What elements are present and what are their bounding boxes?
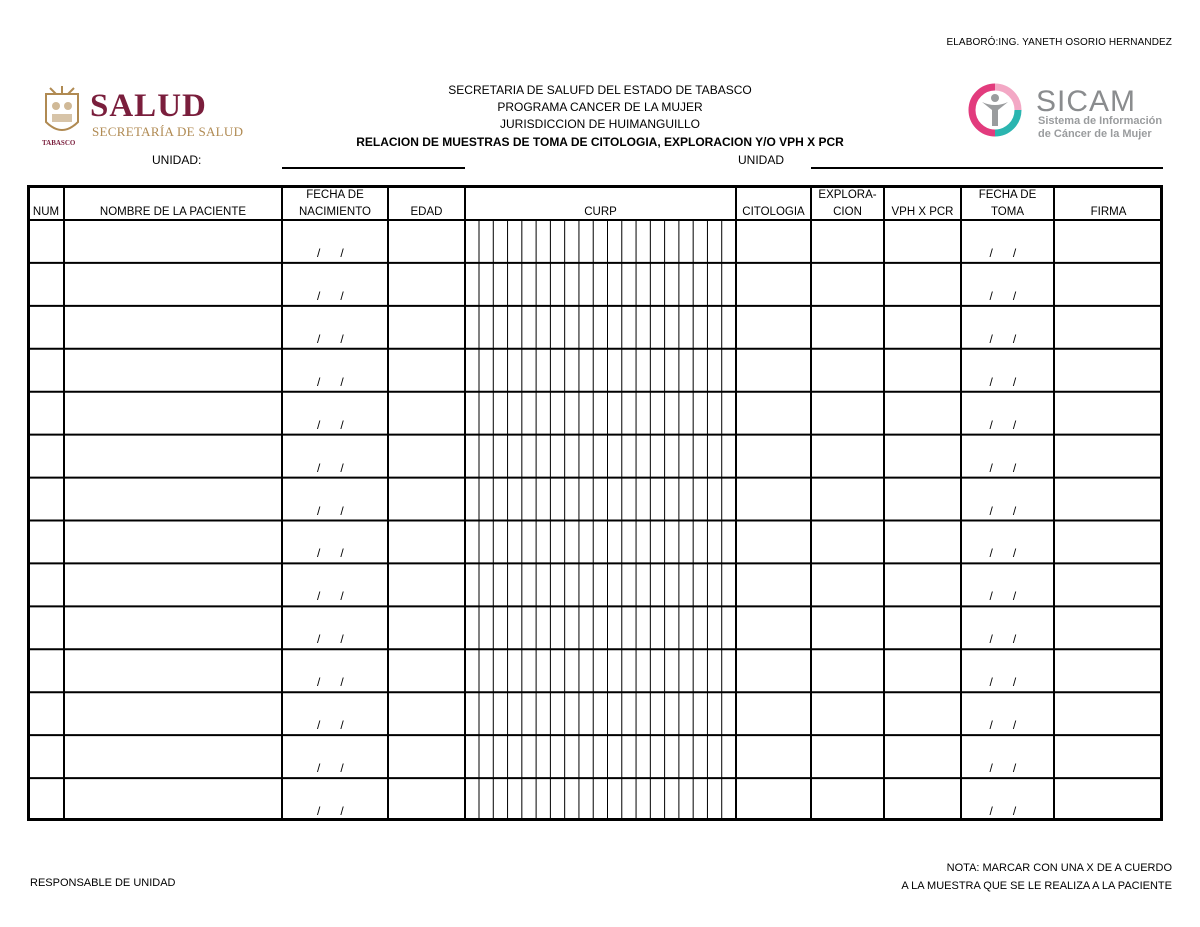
col-header-fecha-toma-1: FECHA DE	[978, 189, 1037, 201]
birth-date-slashes: / /	[317, 589, 344, 604]
col-header-num: NUM	[32, 206, 60, 218]
birth-date-slashes: / /	[317, 632, 344, 647]
nota-line-1: NOTA: MARCAR CON UNA X DE A CUERDO	[946, 862, 1172, 874]
birth-date-slashes: / /	[317, 718, 344, 733]
col-header-vph: VPH X PCR	[891, 206, 954, 218]
col-header-edad: EDAD	[410, 206, 443, 218]
responsable-label: RESPONSABLE DE UNIDAD	[30, 877, 176, 889]
birth-date-slashes: / /	[317, 460, 344, 475]
author-credit: ELABORÓ:ING. YANETH OSORIO HERNANDEZ	[946, 37, 1172, 48]
birth-date-slashes: / /	[317, 804, 344, 818]
sample-date-slashes: / /	[989, 546, 1017, 561]
nota-line-2: A LA MUESTRA QUE SE LE REALIZA A LA PACIENTE	[901, 880, 1172, 892]
salud-logo-word: SALUD	[90, 88, 207, 124]
birth-date-slashes: / /	[317, 331, 344, 346]
sample-date-slashes: / /	[989, 589, 1017, 604]
birth-date-slashes: / /	[317, 417, 344, 432]
salud-logo-state: TABASCO	[42, 139, 76, 147]
sample-date-slashes: / /	[989, 632, 1017, 647]
sample-date-slashes: / /	[989, 460, 1017, 475]
unidad-right-line	[811, 167, 1163, 169]
col-header-nombre: NOMBRE DE LA PACIENTE	[99, 206, 247, 218]
sample-date-slashes: / /	[989, 718, 1017, 733]
sample-date-slashes: / /	[989, 331, 1017, 346]
col-header-fecha-nac-1: FECHA DE	[306, 189, 364, 201]
birth-date-slashes: / /	[317, 675, 344, 690]
document-title: RELACION DE MUESTRAS DE TOMA DE CITOLOGIA, EXPLORACION Y/O VPH X PCR	[356, 135, 844, 149]
sicam-figure-icon	[960, 80, 1030, 140]
unidad-left-line	[282, 167, 465, 169]
birth-date-slashes: / /	[317, 245, 344, 260]
birth-date-slashes: / /	[317, 374, 344, 389]
sample-date-slashes: / /	[989, 675, 1017, 690]
salud-logo-subtitle: SECRETARÍA DE SALUD	[92, 124, 244, 139]
sample-date-slashes: / /	[989, 503, 1017, 518]
sicam-logo-subtitle-2: de Cáncer de la Mujer	[1038, 128, 1152, 140]
col-header-fecha-nac-2: NACIMIENTO	[299, 206, 371, 218]
birth-date-slashes: / /	[317, 761, 344, 776]
unidad-left-label: UNIDAD:	[152, 153, 202, 167]
birth-date-slashes: / /	[317, 288, 344, 303]
sample-date-slashes: / /	[989, 374, 1017, 389]
birth-date-slashes: / /	[317, 503, 344, 518]
sicam-logo-word: SICAM	[1036, 85, 1137, 118]
header-line-1: SECRETARIA DE SALUFD DEL ESTADO DE TABASCO	[448, 83, 752, 97]
sicam-logo-subtitle-1: Sistema de Información	[1038, 115, 1163, 127]
birth-date-slashes: / /	[317, 546, 344, 561]
sample-date-slashes: / /	[989, 761, 1017, 776]
sample-date-slashes: / /	[989, 417, 1017, 432]
sample-date-slashes: / /	[989, 245, 1017, 260]
header-line-3: JURISDICCION DE HUIMANGUILLO	[499, 117, 701, 131]
unidad-right-label: UNIDAD	[738, 153, 785, 167]
col-header-exploracion-1: EXPLORA-	[818, 189, 877, 201]
col-header-curp: CURP	[584, 206, 617, 218]
col-header-exploracion-2: CION	[833, 206, 862, 218]
header-line-2: PROGRAMA CANCER DE LA MUJER	[497, 100, 703, 114]
sample-date-slashes: / /	[989, 804, 1017, 818]
col-header-fecha-toma-2: TOMA	[990, 206, 1024, 218]
col-header-citologia: CITOLOGIA	[742, 206, 805, 218]
sample-date-slashes: / /	[989, 288, 1017, 303]
tabasco-crest-icon	[40, 84, 84, 140]
col-header-firma: FIRMA	[1090, 206, 1127, 218]
